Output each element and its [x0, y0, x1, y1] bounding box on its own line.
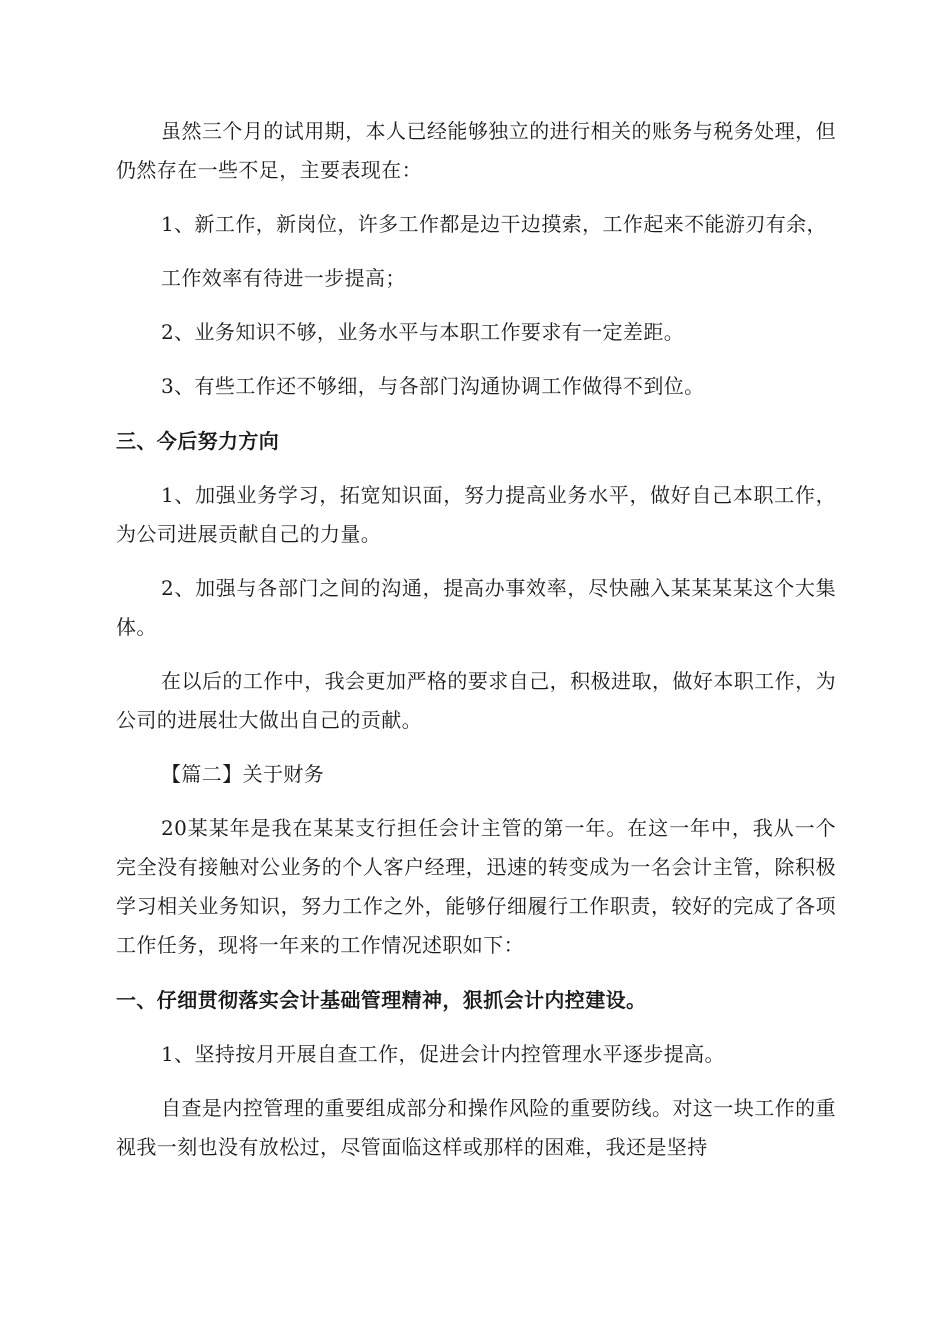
paragraph: 在以后的工作中，我会更加严格的要求自己，积极进取，做好本职工作，为公司的进展壮大做出自己的贡献。 — [116, 669, 836, 732]
subsection-title: 【篇二】关于财务 — [161, 762, 325, 786]
paragraph: 工作效率有待进一步提高； — [161, 266, 406, 290]
list-item: 2、加强与各部门之间的沟通，提高办事效率，尽快融入某某某某这个大集体。 — [116, 576, 836, 639]
section-heading: 一、仔细贯彻落实会计基础管理精神，狠抓会计内控建设。 — [116, 988, 647, 1012]
section-heading: 三、今后努力方向 — [116, 429, 280, 453]
list-item: 2、业务知识不够，业务水平与本职工作要求有一定差距。 — [161, 320, 685, 344]
document-body — [116, 112, 836, 1167]
paragraph: 虽然三个月的试用期，本人已经能够独立的进行相关的账务与税务处理，但仍然存在一些不足，主要表现在： — [116, 119, 836, 182]
list-item: 1、加强业务学习，拓宽知识面，努力提高业务水平，做好自己本职工作，为公司进展贡献自己的力量。 — [116, 483, 836, 546]
paragraph: 20某某年是我在某某支行担任会计主管的第一年。在这一年中，我从一个完全没有接触对公业务的个人客户经理，迅速的转变成为一名会计主管，除积极学习相关业务知识，努力工作之外，能够仔细履行工作职责，较好的完成了各项工作任务，现将一年来的工作情况述职如下： — [116, 816, 836, 957]
list-item: 1、坚持按月开展自查工作，促进会计内控管理水平逐步提高。 — [161, 1042, 725, 1066]
paragraph: 自查是内控管理的重要组成部分和操作风险的重要防线。对这一块工作的重视我一刻也没有放松过，尽管面临这样或那样的困难，我还是坚持 — [116, 1096, 836, 1159]
list-item: 1、新工作，新岗位，许多工作都是边干边摸索，工作起来不能游刃有余， — [161, 212, 827, 236]
list-item: 3、有些工作还不够细，与各部门沟通协调工作做得不到位。 — [161, 374, 705, 398]
